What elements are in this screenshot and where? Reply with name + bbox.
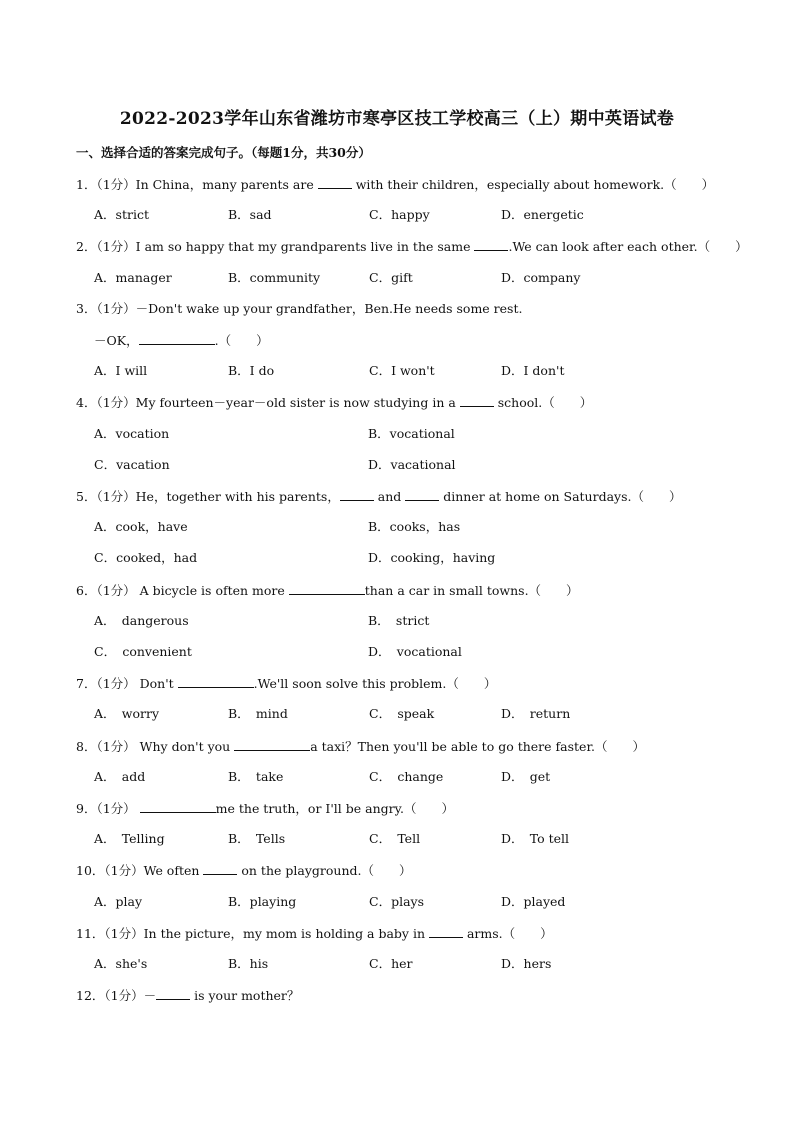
answer-blank bbox=[178, 675, 254, 688]
question-text: A bicycle is often more bbox=[135, 583, 289, 598]
option-c: C．cooked，had bbox=[94, 550, 198, 565]
option-c: C．happy bbox=[369, 207, 430, 222]
option-b: B．vocational bbox=[368, 426, 455, 441]
question-text: He，together with his parents， bbox=[135, 489, 340, 504]
question-text: me the truth，or I'll be angry.（ ） bbox=[215, 801, 454, 816]
question-text: .We'll soon solve this problem.（ ） bbox=[253, 676, 497, 691]
question-text: In the picture，my mom is holding a baby in bbox=[143, 926, 429, 941]
question-number: 8．（1分） bbox=[76, 739, 136, 754]
answer-blank bbox=[340, 488, 374, 501]
question-6 bbox=[76, 582, 579, 599]
question-text: on the playground.（ ） bbox=[237, 863, 412, 878]
question-text: －Don't wake up your grandfather，Ben.He needs some rest. bbox=[135, 301, 523, 316]
question-text: － bbox=[143, 988, 157, 1003]
option-b: B． strict bbox=[368, 613, 430, 628]
question-text: and bbox=[373, 489, 406, 504]
question-number: 5．（1分） bbox=[76, 489, 136, 504]
question-5 bbox=[76, 488, 681, 505]
option-c: C．I won't bbox=[369, 363, 435, 378]
answer-blank bbox=[156, 987, 190, 1000]
answer-blank bbox=[460, 394, 494, 407]
question-10 bbox=[76, 862, 411, 879]
question-text: I am so happy that my grandparents live in the same bbox=[135, 239, 475, 254]
question-1 bbox=[76, 176, 714, 193]
option-d: D．I don't bbox=[501, 363, 565, 378]
option-b: B． mind bbox=[228, 706, 288, 721]
answer-blank bbox=[318, 176, 352, 189]
question-number: 11．（1分） bbox=[76, 926, 144, 941]
question-text: with their children，especially about homework.（ ） bbox=[351, 177, 715, 192]
question-text: a taxi？Then you'll be able to go there faster.（ ） bbox=[310, 739, 646, 754]
option-d: D． get bbox=[501, 769, 551, 784]
option-b: B．his bbox=[228, 956, 269, 971]
question-number: 6．（1分） bbox=[76, 583, 136, 598]
answer-blank bbox=[405, 488, 439, 501]
option-c: C． convenient bbox=[94, 644, 192, 659]
option-d: D．played bbox=[501, 894, 566, 909]
option-b: B． Tells bbox=[228, 831, 286, 846]
question-text: arms.（ ） bbox=[462, 926, 553, 941]
question-2 bbox=[76, 238, 748, 255]
question-number: 12．（1分） bbox=[76, 988, 144, 1003]
document-title: 2022-2023学年山东省潍坊市寒亭区技工学校高三（上）期中英语试卷 bbox=[119, 109, 675, 129]
question-number: 2．（1分） bbox=[76, 239, 136, 254]
answer-blank bbox=[429, 925, 463, 938]
question-4 bbox=[76, 394, 592, 411]
option-b: B．community bbox=[228, 270, 321, 285]
question-3-continuation bbox=[94, 332, 269, 349]
question-number: 10．（1分） bbox=[76, 863, 144, 878]
question-text: In China，many parents are bbox=[135, 177, 318, 192]
question-number: 1．（1分） bbox=[76, 177, 136, 192]
question-text: We often bbox=[143, 863, 204, 878]
question-number: 4．（1分） bbox=[76, 395, 136, 410]
option-d: D．cooking，having bbox=[368, 550, 496, 565]
option-c: C．vacation bbox=[94, 457, 170, 472]
option-a: A．cook，have bbox=[94, 519, 188, 534]
option-d: D．vacational bbox=[368, 457, 456, 472]
question-text: .We can look after each other.（ ） bbox=[508, 239, 748, 254]
option-b: B．sad bbox=[228, 207, 272, 222]
answer-blank bbox=[140, 800, 216, 813]
question-number: 9．（1分） bbox=[76, 801, 136, 816]
answer-blank bbox=[474, 238, 508, 251]
question-3 bbox=[76, 301, 522, 317]
option-a: A．manager bbox=[94, 270, 172, 285]
option-c: C． change bbox=[369, 769, 444, 784]
option-d: D． return bbox=[501, 706, 571, 721]
question-text: dinner at home on Saturdays.（ ） bbox=[439, 489, 682, 504]
question-text: school.（ ） bbox=[493, 395, 593, 410]
answer-blank bbox=[203, 862, 237, 875]
option-d: D． vocational bbox=[368, 644, 462, 659]
option-a: A． add bbox=[94, 769, 146, 784]
option-a: A． dangerous bbox=[94, 613, 189, 628]
option-b: B．I do bbox=[228, 363, 275, 378]
question-8 bbox=[76, 738, 645, 755]
question-text: Don't bbox=[135, 676, 178, 691]
option-d: D．company bbox=[501, 270, 581, 285]
question-9 bbox=[76, 800, 454, 817]
question-text: My fourteen－year－old sister is now studying in a bbox=[135, 395, 460, 410]
option-a: A．play bbox=[94, 894, 143, 909]
option-c: C．plays bbox=[369, 894, 424, 909]
option-a: A．she's bbox=[94, 956, 148, 971]
question-text: is your mother？ bbox=[190, 988, 300, 1003]
question-7 bbox=[76, 675, 496, 692]
answer-blank bbox=[139, 332, 215, 345]
option-c: C． speak bbox=[369, 706, 435, 721]
option-a: A．vocation bbox=[94, 426, 170, 441]
option-a: A． Telling bbox=[94, 831, 165, 846]
option-d: D．hers bbox=[501, 956, 552, 971]
answer-blank bbox=[289, 582, 365, 595]
section-heading: 一、选择合适的答案完成句子。（每题1分，共30分） bbox=[76, 145, 371, 160]
option-a: A．I will bbox=[94, 363, 148, 378]
question-text: －OK， bbox=[94, 333, 139, 348]
option-c: C．her bbox=[369, 956, 413, 971]
question-number: 3．（1分） bbox=[76, 301, 136, 316]
option-c: C． Tell bbox=[369, 831, 421, 846]
option-c: C．gift bbox=[369, 270, 413, 285]
answer-blank bbox=[234, 738, 310, 751]
option-d: D． To tell bbox=[501, 831, 570, 846]
question-11 bbox=[76, 925, 553, 942]
question-text: than a car in small towns.（ ） bbox=[364, 583, 579, 598]
option-d: D．energetic bbox=[501, 207, 584, 222]
question-12 bbox=[76, 987, 299, 1004]
option-b: B． take bbox=[228, 769, 284, 784]
option-b: B．cooks，has bbox=[368, 519, 461, 534]
question-number: 7．（1分） bbox=[76, 676, 136, 691]
option-a: A． worry bbox=[94, 706, 160, 721]
question-text: .（ ） bbox=[214, 333, 269, 348]
option-b: B．playing bbox=[228, 894, 297, 909]
question-text: Why don't you bbox=[135, 739, 235, 754]
option-a: A．strict bbox=[94, 207, 149, 222]
